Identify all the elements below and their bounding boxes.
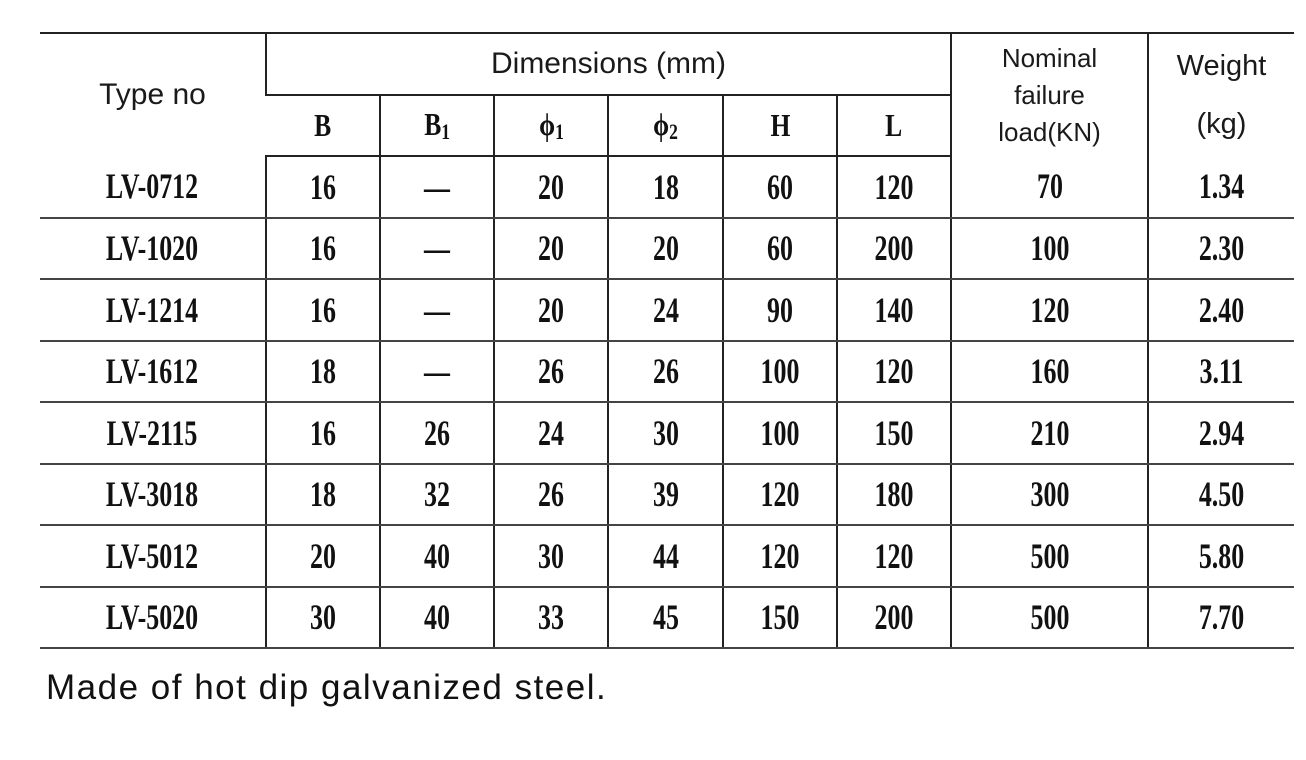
cell-phi2 — [608, 402, 723, 464]
cell-h-value: 150 — [760, 597, 800, 638]
cell-weight — [1148, 587, 1294, 649]
cell-l-value: 180 — [874, 474, 914, 515]
cell-weight-value: 2.30 — [1198, 228, 1245, 269]
cell-b1-value: 32 — [424, 474, 450, 515]
cell-h-value: 60 — [767, 228, 793, 269]
cell-phi1 — [494, 525, 608, 587]
cell-l — [837, 525, 951, 587]
cell-b-value: 30 — [310, 597, 336, 638]
cell-h-value: 60 — [767, 166, 793, 207]
cell-h — [723, 525, 837, 587]
cell-phi2 — [608, 218, 723, 280]
cell-type-value: LV-5012 — [106, 535, 199, 576]
cell-type-value: LV-1214 — [106, 289, 199, 330]
cell-b — [266, 402, 380, 464]
cell-l — [837, 464, 951, 526]
cell-weight-value: 7.70 — [1198, 597, 1245, 638]
cell-b1-value: 26 — [424, 412, 450, 453]
cell-type — [40, 156, 266, 218]
cell-b1 — [380, 341, 494, 403]
cell-b1 — [380, 218, 494, 280]
table-row — [40, 402, 1294, 464]
cell-phi2-value: 20 — [652, 228, 679, 269]
cell-b — [266, 341, 380, 403]
cell-h — [723, 464, 837, 526]
cell-l-value: 120 — [874, 535, 914, 576]
cell-phi1-value: 20 — [538, 289, 564, 330]
cell-weight — [1148, 156, 1294, 218]
subheader-h — [723, 95, 837, 156]
table-row — [40, 464, 1294, 526]
header-weight-line1: Weight — [1176, 50, 1267, 82]
cell-b1-value: — — [424, 228, 450, 269]
cell-phi2 — [608, 525, 723, 587]
table-row — [40, 525, 1294, 587]
cell-l — [837, 156, 951, 218]
cell-weight — [1148, 218, 1294, 280]
header-weight-line2: (kg) — [1196, 108, 1247, 140]
cell-h — [723, 156, 837, 218]
cell-load — [951, 218, 1148, 280]
header-nominal-failure-load — [951, 33, 1148, 156]
cell-b — [266, 218, 380, 280]
cell-load — [951, 402, 1148, 464]
cell-weight — [1148, 279, 1294, 341]
cell-weight-value: 5.80 — [1198, 535, 1245, 576]
subheader-b-label: B — [313, 107, 332, 143]
table-row — [40, 156, 1294, 218]
cell-b1-value: — — [424, 351, 450, 392]
cell-type-value: LV-3018 — [106, 474, 199, 515]
cell-b1 — [380, 156, 494, 218]
cell-type — [40, 402, 266, 464]
cell-h — [723, 279, 837, 341]
cell-phi2-value: 30 — [652, 412, 679, 453]
cell-type-value: LV-1020 — [106, 228, 199, 269]
cell-b-value: 16 — [310, 228, 336, 269]
cell-load-value: 120 — [1030, 289, 1069, 330]
cell-h-value: 100 — [760, 351, 800, 392]
cell-phi1 — [494, 279, 608, 341]
cell-h-value: 120 — [760, 474, 800, 515]
cell-l-value: 120 — [874, 351, 914, 392]
header-nominal-line1: Nominal — [1001, 42, 1098, 73]
cell-phi2-value: 18 — [652, 166, 679, 207]
subheader-b1-subscript: 1 — [441, 119, 450, 144]
cell-phi2 — [608, 587, 723, 649]
table-row — [40, 218, 1294, 280]
cell-type — [40, 464, 266, 526]
cell-b — [266, 525, 380, 587]
subheader-phi1-label: ϕ — [538, 106, 555, 142]
cell-phi2-value: 24 — [652, 289, 679, 330]
cell-type-value: LV-0712 — [106, 166, 199, 207]
cell-h — [723, 587, 837, 649]
cell-phi1 — [494, 402, 608, 464]
cell-weight-value: 2.94 — [1198, 412, 1245, 453]
cell-phi2-value: 44 — [652, 535, 679, 576]
cell-b1-value: 40 — [424, 597, 450, 638]
cell-b1 — [380, 525, 494, 587]
cell-weight — [1148, 464, 1294, 526]
cell-type — [40, 279, 266, 341]
cell-l — [837, 279, 951, 341]
cell-load-value: 70 — [1036, 166, 1063, 207]
cell-phi1 — [494, 587, 608, 649]
cell-phi1-value: 26 — [538, 474, 564, 515]
cell-l-value: 120 — [874, 166, 914, 207]
cell-b — [266, 156, 380, 218]
subheader-b1 — [380, 95, 494, 156]
cell-phi2-value: 39 — [652, 474, 679, 515]
table-row — [40, 341, 1294, 403]
cell-b — [266, 279, 380, 341]
subheader-phi2 — [608, 95, 723, 156]
cell-b — [266, 464, 380, 526]
cell-b-value: 16 — [310, 166, 336, 207]
subheader-l — [837, 95, 951, 156]
cell-weight-value: 1.34 — [1198, 166, 1245, 207]
header-dimensions — [266, 33, 951, 95]
cell-b-value: 16 — [310, 289, 336, 330]
cell-load-value: 500 — [1030, 535, 1069, 576]
cell-phi2-value: 26 — [652, 351, 679, 392]
cell-weight-value: 4.50 — [1198, 474, 1245, 515]
cell-type-value: LV-5020 — [106, 597, 199, 638]
table-body — [40, 156, 1294, 648]
cell-phi2 — [608, 341, 723, 403]
cell-b — [266, 587, 380, 649]
cell-b-value: 18 — [310, 351, 336, 392]
subheader-b — [266, 95, 380, 156]
cell-load — [951, 525, 1148, 587]
cell-l — [837, 341, 951, 403]
subheader-l-label: L — [885, 107, 903, 143]
subheader-phi2-subscript: 2 — [669, 119, 678, 144]
cell-l — [837, 402, 951, 464]
header-nominal-line2: failure — [1014, 79, 1085, 110]
cell-weight-value: 3.11 — [1199, 351, 1244, 392]
header-type-no — [40, 33, 266, 156]
cell-load — [951, 587, 1148, 649]
cell-h — [723, 218, 837, 280]
cell-l — [837, 587, 951, 649]
cell-phi2 — [608, 156, 723, 218]
cell-phi2 — [608, 279, 723, 341]
cell-load-value: 100 — [1030, 228, 1069, 269]
cell-h — [723, 341, 837, 403]
cell-b1-value: — — [424, 289, 450, 330]
cell-load — [951, 279, 1148, 341]
cell-phi1 — [494, 218, 608, 280]
cell-b1-value: 40 — [424, 535, 450, 576]
table-row — [40, 279, 1294, 341]
cell-l — [837, 218, 951, 280]
cell-load — [951, 464, 1148, 526]
cell-phi1 — [494, 156, 608, 218]
footer-note: Made of hot dip galvanized steel. — [46, 668, 608, 707]
cell-l-value: 200 — [874, 597, 914, 638]
cell-load — [951, 156, 1148, 218]
cell-load-value: 300 — [1030, 474, 1069, 515]
cell-phi1-value: 24 — [538, 412, 564, 453]
subheader-h-label: H — [770, 107, 790, 143]
table-row — [40, 587, 1294, 649]
header-type-no-label: Type no — [99, 78, 206, 111]
cell-h-value: 120 — [760, 535, 800, 576]
cell-b1 — [380, 402, 494, 464]
cell-phi1-value: 30 — [538, 535, 564, 576]
cell-weight — [1148, 525, 1294, 587]
cell-phi1-value: 33 — [538, 597, 564, 638]
cell-weight — [1148, 341, 1294, 403]
cell-h-value: 100 — [760, 412, 800, 453]
subheader-phi2-label: ϕ — [653, 106, 670, 142]
cell-h — [723, 402, 837, 464]
cell-type — [40, 525, 266, 587]
cell-load-value: 500 — [1030, 597, 1069, 638]
header-nominal-line3: load(KN) — [998, 116, 1101, 147]
header-dimensions-label: Dimensions (mm) — [490, 47, 727, 80]
cell-b1 — [380, 279, 494, 341]
cell-b-value: 18 — [310, 474, 336, 515]
cell-l-value: 200 — [874, 228, 914, 269]
cell-b-value: 16 — [310, 412, 336, 453]
cell-phi1 — [494, 464, 608, 526]
header-weight — [1148, 33, 1294, 156]
cell-load — [951, 341, 1148, 403]
cell-phi2 — [608, 464, 723, 526]
cell-b1 — [380, 587, 494, 649]
cell-load-value: 210 — [1030, 412, 1069, 453]
cell-b1 — [380, 464, 494, 526]
cell-type-value: LV-2115 — [107, 412, 198, 453]
cell-phi1 — [494, 341, 608, 403]
cell-l-value: 140 — [874, 289, 914, 330]
cell-type — [40, 587, 266, 649]
cell-type — [40, 218, 266, 280]
subheader-phi1 — [494, 95, 608, 156]
cell-h-value: 90 — [767, 289, 793, 330]
spec-table — [40, 32, 1294, 649]
cell-weight — [1148, 402, 1294, 464]
cell-l-value: 150 — [874, 412, 914, 453]
cell-phi1-value: 20 — [538, 228, 564, 269]
subheader-phi1-subscript: 1 — [554, 119, 564, 144]
cell-b-value: 20 — [310, 535, 336, 576]
cell-b1-value: — — [424, 166, 450, 207]
cell-weight-value: 2.40 — [1198, 289, 1245, 330]
cell-type-value: LV-1612 — [106, 351, 199, 392]
subheader-b1-label: B — [424, 106, 442, 142]
cell-phi2-value: 45 — [652, 597, 679, 638]
cell-phi1-value: 20 — [538, 166, 564, 207]
cell-load-value: 160 — [1030, 351, 1069, 392]
cell-phi1-value: 26 — [538, 351, 564, 392]
cell-type — [40, 341, 266, 403]
